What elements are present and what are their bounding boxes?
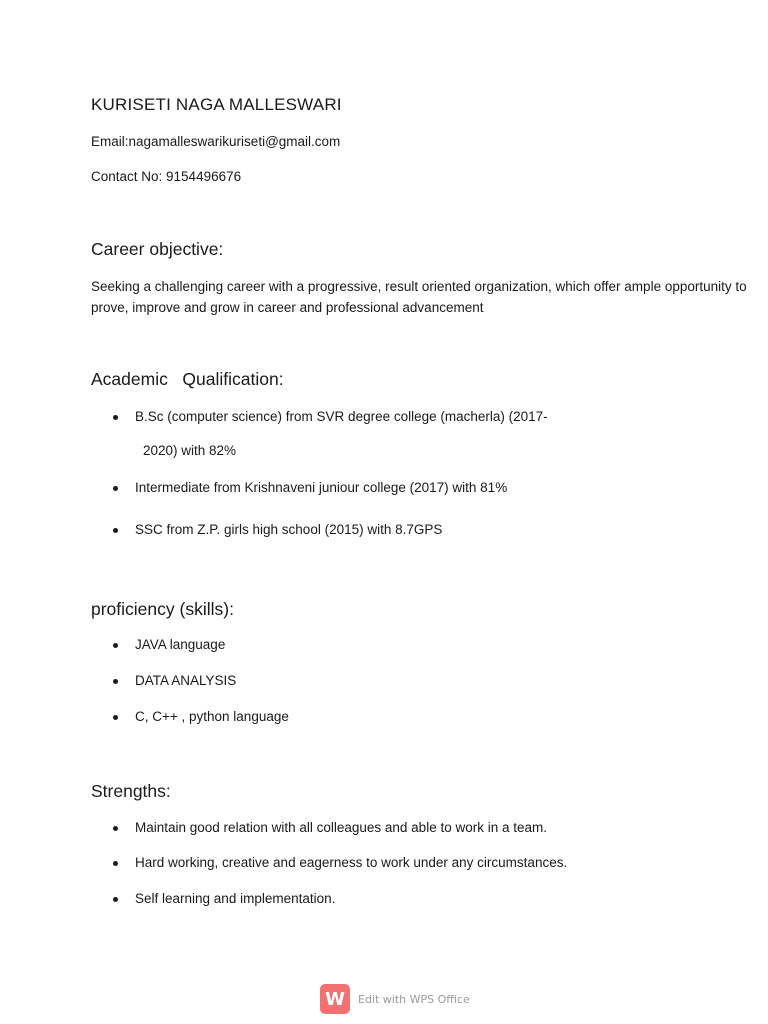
wps-office-watermark[interactable]	[320, 984, 470, 1014]
academic-item-text: B.Sc (computer science) from SVR degree college (macherla) (2017-	[135, 409, 548, 424]
skill-item-text: C, C++ , python language	[135, 709, 289, 724]
bullet-icon	[113, 861, 118, 866]
bullet-icon	[113, 643, 118, 648]
strength-item-text: Self learning and implementation.	[135, 891, 336, 906]
skill-item-text: JAVA language	[135, 637, 226, 652]
skills-heading: proficiency (skills):	[91, 599, 234, 619]
strengths-heading: Strengths:	[91, 781, 171, 801]
bullet-icon	[113, 897, 118, 902]
bullet-icon	[113, 715, 118, 720]
skill-item-text: DATA ANALYSIS	[135, 673, 237, 688]
email-line: Email:nagamalleswarikuriseti@gmail.com	[91, 134, 341, 149]
wps-watermark-text: Edit with WPS Office	[358, 992, 470, 1006]
bullet-icon	[113, 415, 118, 420]
bullet-icon	[113, 528, 118, 533]
bullet-icon	[113, 486, 118, 491]
wps-logo-icon: W	[320, 984, 350, 1014]
academic-qualification-heading: Academic Qualification:	[91, 369, 284, 389]
candidate-name: KURISETI NAGA MALLESWARI	[91, 95, 342, 114]
academic-item-text: Intermediate from Krishnaveni juniour college (2017) with 81%	[135, 480, 508, 495]
career-objective-heading: Career objective:	[91, 239, 224, 259]
bullet-icon	[113, 679, 118, 684]
contact-number-line: Contact No: 9154496676	[91, 169, 242, 184]
strength-item-text: Hard working, creative and eagerness to work under any circumstances.	[135, 855, 568, 870]
career-objective-text: Seeking a challenging career with a progressive, result oriented organization, which offer ample opportunity to prove, improve and grow in career and professional advancement	[91, 279, 747, 315]
academic-item-text: SSC from Z.P. girls high school (2015) with 8.7GPS	[135, 522, 443, 537]
strength-item-text: Maintain good relation with all colleagues and able to work in a team.	[135, 820, 547, 835]
academic-item-continuation: 2020) with 82%	[143, 443, 237, 458]
bullet-icon	[113, 826, 118, 831]
